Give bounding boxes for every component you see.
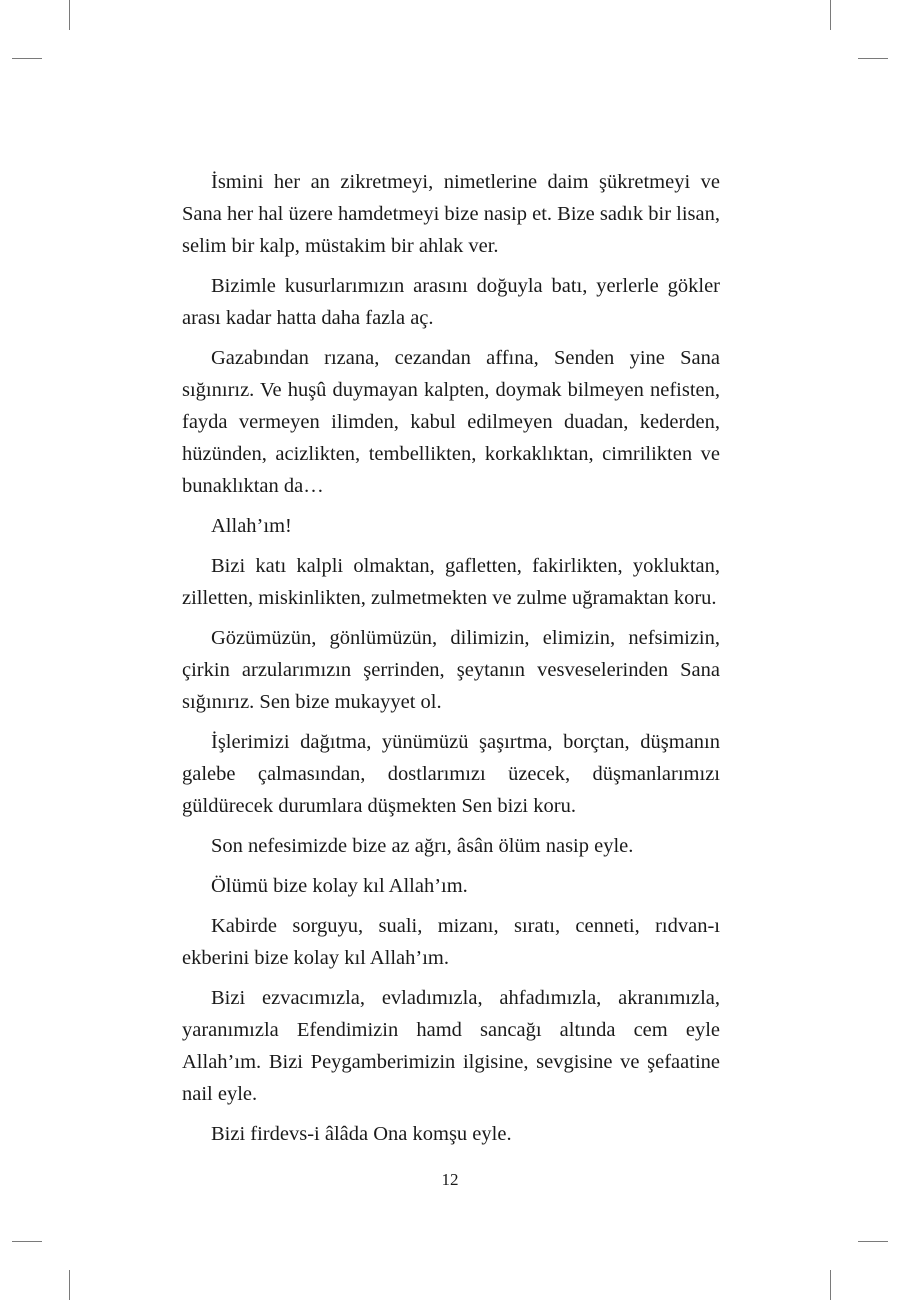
- paragraph: Kabirde sorguyu, suali, mizanı, sıratı, cenneti, rıdvan-ı ekberini bize kolay kıl Allah’ım.: [182, 915, 720, 969]
- paragraph: Gözümüzün, gönlümüzün, dilimizin, elimizin, nefsimizin, çirkin arzularımızın şerrinden, şeytanın vesveselerinden Sana sığınırız. Sen bize mukayyet ol.: [182, 627, 720, 713]
- crop-mark-right-bottom: [858, 1241, 888, 1242]
- paragraph: Bizi ezvacımızla, evladımızla, ahfadımızla, akranımızla, yaranımızla Efendimizin hamd sancağı altında cem eyle Allah’ım. Bizi Peygamberimizin ilgisine, sevgisine ve şefaatine nail eyle.: [182, 987, 720, 1105]
- crop-mark-top-right: [830, 0, 831, 30]
- crop-mark-right-top: [858, 58, 888, 59]
- paragraph: Bizi firdevs-i âlâda Ona komşu eyle.: [211, 1123, 512, 1145]
- paragraph: İşlerimizi dağıtma, yünümüzü şaşırtma, borçtan, düşmanın galebe çalmasından, dostlarımızı üzecek, düşmanlarımızı güldürecek durumlara düşmekten Sen bizi koru.: [182, 731, 720, 817]
- paragraph: İsmini her an zikretmeyi, nimetlerine daim şükretmeyi ve Sana her hal üzere hamdetmeyi bize nasip et. Bize sadık bir lisan, selim bir kalp, müstakim bir ahlak ver.: [182, 171, 720, 257]
- crop-mark-bottom-left: [69, 1270, 70, 1300]
- paragraph: Son nefesimizde bize az ağrı, âsân ölüm nasip eyle.: [211, 835, 634, 857]
- crop-mark-left-bottom: [12, 1241, 42, 1242]
- page-number: 12: [441, 1170, 459, 1189]
- crop-mark-top-left: [69, 0, 70, 30]
- crop-mark-bottom-right: [830, 1270, 831, 1300]
- crop-mark-left-top: [12, 58, 42, 59]
- page-body-text: [182, 166, 720, 1158]
- paragraph: Gazabından rızana, cezandan affına, Senden yine Sana sığınırız. Ve huşû duymayan kalpten, doymak bilmeyen nefisten, fayda vermeyen ilimden, kabul edilmeyen duadan, kederden, hüzünden, acizlikten, tembellikten, korkaklıktan, cimrilikten ve bunaklıktan da…: [182, 347, 720, 497]
- paragraph: Bizi katı kalpli olmaktan, gafletten, fakirlikten, yokluktan, zilletten, miskinlikten, zulmetmekten ve zulme uğramaktan koru.: [182, 555, 720, 609]
- paragraph: Bizimle kusurlarımızın arasını doğuyla batı, yerlerle gökler arası kadar hatta daha fazla aç.: [182, 275, 720, 329]
- paragraph: Ölümü bize kolay kıl Allah’ım.: [211, 875, 468, 897]
- paragraph: Allah’ım!: [211, 515, 292, 537]
